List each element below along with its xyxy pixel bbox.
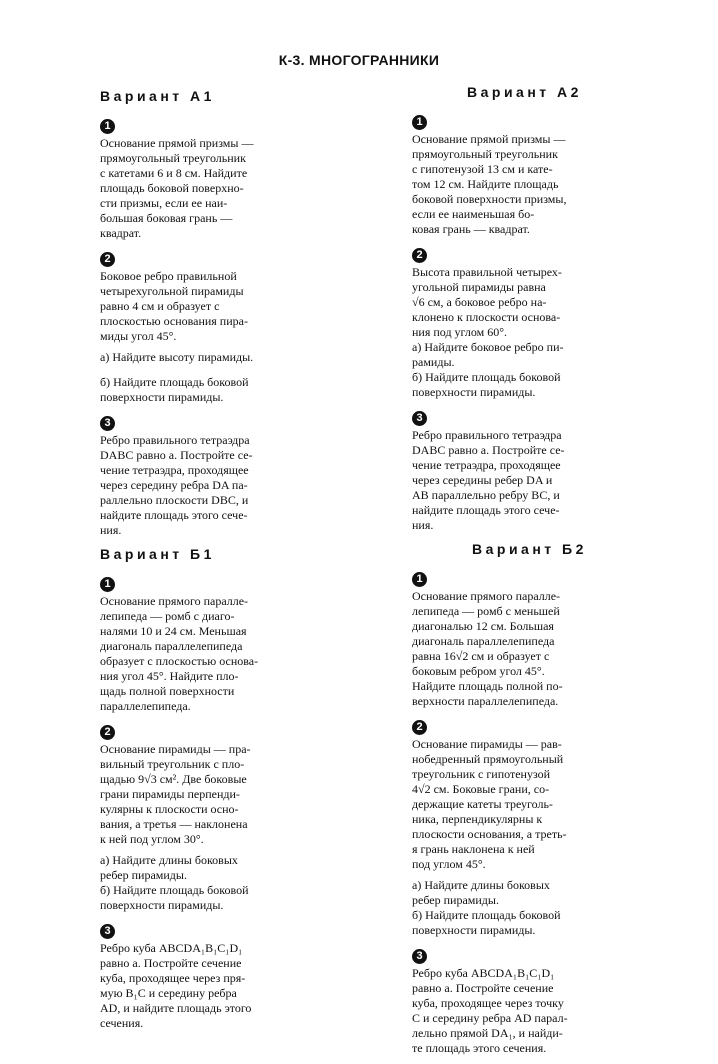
- variant-a2-heading: Вариант А2: [467, 84, 582, 100]
- task-1: [412, 112, 682, 237]
- task-number-badge: 3: [412, 949, 427, 964]
- task-text: Основание пирамиды — рав- нобедренный прямоугольный треугольник с гипотенузой 4√2 см. Боковые грани, со- держащие катеты треуголь- ника, перпендикулярны к плоскости основания, а треть- я грань наклонена к ней под углом 45°.: [412, 737, 567, 871]
- task-text: Основание прямого паралле- лепипеда — ромб с меньшей диагональю 12 см. Большая диагональ параллелепипеда равна 16√2 см и образует с боковым ребром угол 45°. Найдите площадь полной по- верхности параллелепипеда.: [412, 589, 563, 708]
- variant-a1-heading: Вариант А1: [100, 88, 215, 104]
- task-number-badge: 2: [100, 725, 115, 740]
- variant-b2-heading: Вариант Б2: [472, 541, 587, 557]
- task-part-a: а) Найдите длины боковых ребер пирамиды.: [100, 853, 238, 882]
- task-number-badge: 3: [100, 416, 115, 431]
- task-number-badge: 2: [412, 248, 427, 263]
- task-part-a: а) Найдите длины боковых ребер пирамиды.: [412, 878, 550, 907]
- variant-a1: [100, 88, 370, 538]
- task-part-b: б) Найдите площадь боковой поверхности пирамиды.: [412, 370, 561, 399]
- task-text: Основание прямого паралле- лепипеда — ромб с диаго- налями 10 и 24 см. Меньшая диагональ параллелепипеда образует с плоскостью основа- ния угол 45°. Найдите пло- щадь полной поверхности параллелепипеда.: [100, 594, 259, 713]
- variant-a2: [412, 84, 682, 533]
- task-number-badge: 1: [412, 115, 427, 130]
- task-text: Основание пирамиды — пра- вильный треугольник с пло- щадью 9√3 см². Две боковые грани пирамиды перпенди- кулярны к плоскости осно- вания, а третья — наклонена к ней под углом 30°.: [100, 742, 251, 846]
- task-number-badge: 2: [412, 720, 427, 735]
- variant-b2: [412, 541, 682, 1056]
- task-part-b: б) Найдите площадь боковой поверхности пирамиды.: [412, 908, 561, 937]
- task-text: Боковое ребро правильной четырехугольной пирамиды равно 4 см и образует с плоскостью основания пира- миды угол 45°.: [100, 269, 248, 343]
- task-text: Ребро правильного тетраэдра DABC равно a. Постройте се- чение тетраэдра, проходящее через середину ребра DA па- раллельно плоскости DBC, и найдите площадь этого сече- ния.: [100, 433, 253, 537]
- task-2: [412, 245, 682, 400]
- task-part-a: а) Найдите боковое ребро пи- рамиды.: [412, 340, 564, 369]
- task-2: [100, 249, 370, 405]
- task-number-badge: 1: [412, 572, 427, 587]
- task-1: [100, 574, 370, 714]
- task-2: [412, 717, 682, 938]
- task-part-a: а) Найдите высоту пирамиды.: [100, 350, 254, 364]
- task-1: [100, 116, 370, 241]
- variant-b1: [100, 546, 370, 1031]
- task-part-b: б) Найдите площадь боковой поверхности пирамиды.: [100, 375, 249, 404]
- task-number-badge: 2: [100, 252, 115, 267]
- task-2: [100, 722, 370, 913]
- task-text: Ребро куба ABCDA₁B₁C₁D₁ равно a. Постройте сечение куба, проходящее через точку C и середину ребра AD парал- лельно прямой DA₁, и найди- те площадь этого сечения.: [412, 966, 568, 1055]
- task-number-badge: 3: [412, 411, 427, 426]
- task-3: [100, 413, 370, 538]
- page-title: К-3. МНОГОГРАННИКИ: [278, 52, 440, 68]
- variant-b1-heading: Вариант Б1: [100, 546, 215, 562]
- task-3: [412, 408, 682, 533]
- left-column: [100, 88, 370, 1039]
- task-part-b: б) Найдите площадь боковой поверхности пирамиды.: [100, 883, 249, 912]
- task-number-badge: 1: [100, 119, 115, 134]
- right-column: [412, 84, 682, 1064]
- task-text: Основание прямой призмы — прямоугольный треугольник с катетами 6 и 8 см. Найдите площадь боковой поверхно- сти призмы, если ее наи- большая боковая грань — квадрат.: [100, 136, 254, 240]
- task-text: Ребро правильного тетраэдра DABC равно a. Постройте се- чение тетраэдра, проходящее через середины ребер DA и AB параллельно ребру BC, и найдите площадь этого сече- ния.: [412, 428, 565, 532]
- task-number-badge: 1: [100, 577, 115, 592]
- task-1: [412, 569, 682, 709]
- task-3: [412, 946, 682, 1056]
- task-text: Основание прямой призмы — прямоугольный треугольник с гипотенузой 13 см и кате- том 12 см. Найдите площадь боковой поверхности призмы, если ее наименьшая бо- ковая грань — квадрат.: [412, 132, 567, 236]
- task-text: Высота правильной четырех- угольной пирамиды равна √6 см, а боковое ребро на- клонено к плоскости основа- ния под углом 60°.: [412, 265, 562, 339]
- task-text: Ребро куба ABCDA₁B₁C₁D₁ равно a. Постройте сечение куба, проходящее через пря- мую B₁C и середину ребра AD, и найдите площадь этого сечения.: [100, 941, 252, 1030]
- task-number-badge: 3: [100, 924, 115, 939]
- task-3: [100, 921, 370, 1031]
